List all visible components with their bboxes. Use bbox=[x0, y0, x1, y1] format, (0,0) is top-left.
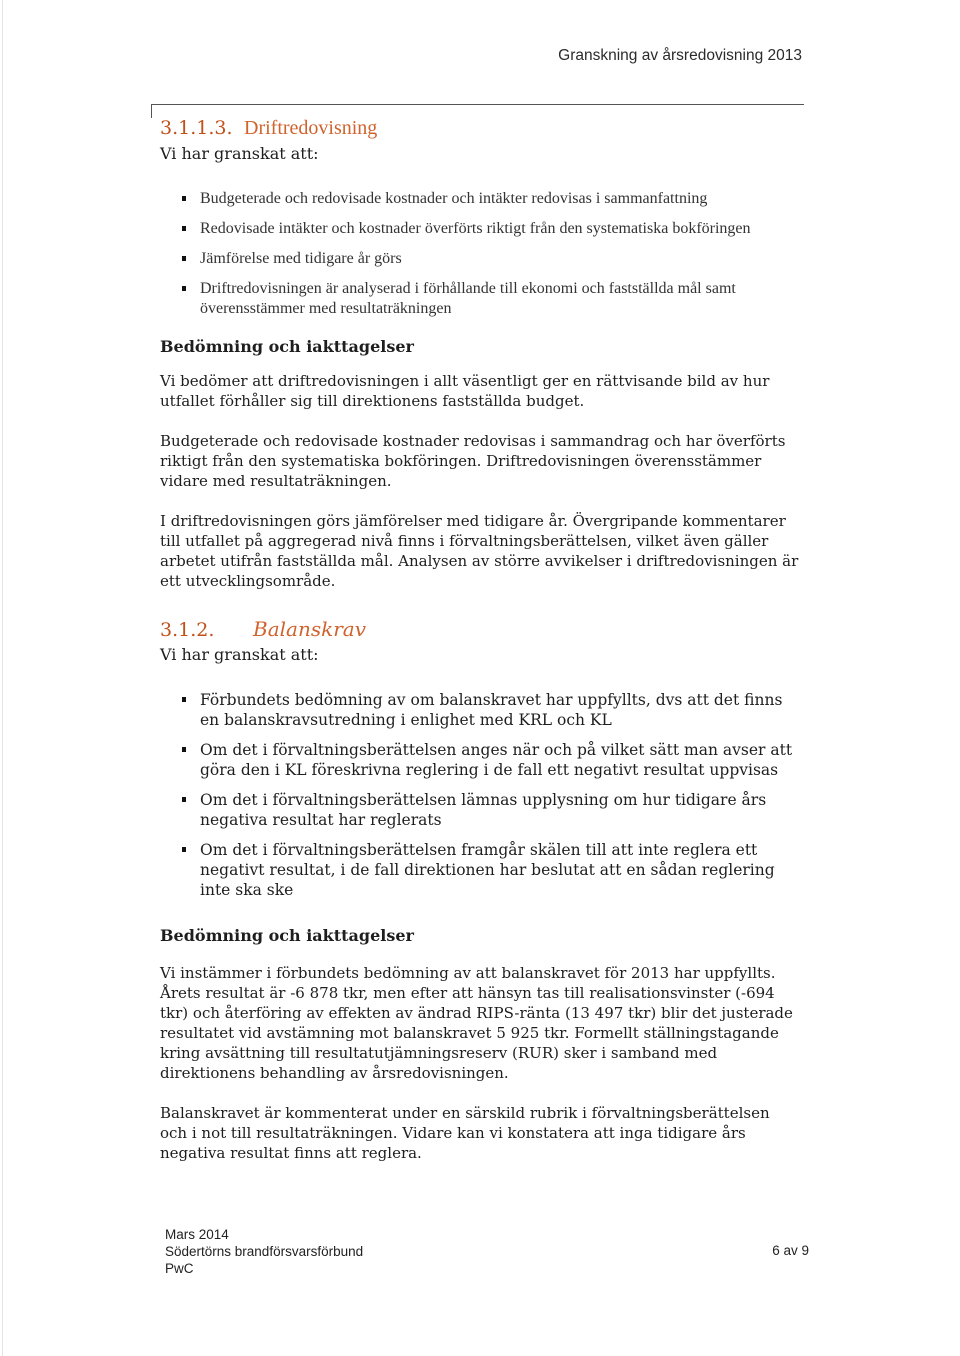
paragraph: Balanskravet är kommenterat under en särskild rubrik i förvaltningsberättelsen och i not till resultaträkningen. Vidare kan vi konstatera att inga tidigare års negativa resultat finns att reglera. bbox=[160, 1104, 770, 1162]
assessment-heading: Bedömning och iakttagelser bbox=[160, 337, 414, 356]
page-number: 6 av 9 bbox=[772, 1243, 809, 1258]
section-title: Driftredovisning bbox=[244, 117, 378, 139]
bullet-icon bbox=[182, 286, 186, 291]
header-rule-tick bbox=[151, 104, 152, 118]
bullet-icon bbox=[182, 256, 186, 261]
list-item bbox=[160, 740, 800, 780]
running-header: Granskning av årsredovisning 2013 bbox=[558, 47, 802, 64]
page-edge bbox=[2, 0, 3, 1356]
footer-organization: Södertörns brandförsvarsförbund bbox=[165, 1244, 364, 1259]
review-list-driftredovisning bbox=[160, 189, 800, 319]
list-item bbox=[160, 279, 800, 319]
bullet-icon bbox=[182, 196, 186, 201]
list-item-text: Om det i förvaltningsberättelsen lämnas upplysning om hur tidigare års negativa resultat har reglerats bbox=[200, 791, 767, 829]
list-item-text: Om det i förvaltningsberättelsen framgår skälen till att inte reglera ett negativt resultat, i de fall direktionen har beslutat att en sådan reglering inte ska ske bbox=[200, 841, 775, 899]
section-intro: Vi har granskat att: bbox=[160, 645, 319, 664]
list-item bbox=[160, 249, 800, 269]
document-body bbox=[160, 117, 800, 1163]
paragraph: Vi bedömer att driftredovisningen i allt väsentligt ger en rättvisande bild av hur utfallet förhåller sig till direktionens fastställda budget. bbox=[160, 372, 770, 410]
section-number: 3.1.2. bbox=[160, 619, 215, 641]
section-number: 3.1.1.3. bbox=[160, 117, 233, 139]
footer-date: Mars 2014 bbox=[165, 1227, 229, 1242]
list-item bbox=[160, 790, 800, 830]
paragraph: I driftredovisningen görs jämförelser med tidigare år. Övergripande kommentarer till utfallet på aggregerad nivå finns i förvaltningsberättelsen, vilket även gäller arbetet utifrån fastställda mål. Analysen av större avvikelser i driftredovisningen är ett utvecklingsområde. bbox=[160, 512, 799, 590]
review-list-balanskrav bbox=[160, 690, 800, 900]
list-item bbox=[160, 189, 800, 209]
bullet-icon bbox=[182, 697, 186, 702]
section-intro: Vi har granskat att: bbox=[160, 144, 319, 163]
bullet-icon bbox=[182, 226, 186, 231]
section-heading-balanskrav bbox=[160, 617, 800, 641]
list-item-text: Jämförelse med tidigare år görs bbox=[200, 250, 402, 267]
list-item bbox=[160, 840, 800, 900]
footer-company: PwC bbox=[165, 1261, 194, 1276]
bullet-icon bbox=[182, 797, 186, 802]
footer bbox=[165, 1226, 363, 1277]
list-item bbox=[160, 219, 800, 239]
section-title: Balanskrav bbox=[253, 617, 366, 641]
paragraph: Vi instämmer i förbundets bedömning av att balanskravet för 2013 har uppfyllts. Årets resultat är -6 878 tkr, men efter att hänsyn tas till realisationsvinster (-694 tkr) och återföring av effekten av ändrad RIPS-ränta (13 497 tkr) blir det justerade resultatet vid avstämning mot balanskravet 5 925 tkr. Formellt ställningstagande kring avsättning till resultatutjämningsreserv (RUR) sker i samband med direktionens behandling av årsredovisningen. bbox=[160, 964, 793, 1082]
list-item-text: Budgeterade och redovisade kostnader och intäkter redovisas i sammanfattning bbox=[200, 190, 708, 207]
list-item-text: Driftredovisningen är analyserad i förhållande till ekonomi och fastställda mål samt överensstämmer med resultaträkningen bbox=[200, 280, 736, 317]
paragraph: Budgeterade och redovisade kostnader redovisas i sammandrag och har överförts riktigt från den systematiska bokföringen. Driftredovisningen överensstämmer vidare med resultaträkningen. bbox=[160, 432, 786, 490]
header-rule bbox=[151, 104, 804, 105]
bullet-icon bbox=[182, 847, 186, 852]
bullet-icon bbox=[182, 747, 186, 752]
list-item-text: Förbundets bedömning av om balanskravet har uppfyllts, dvs att det finns en balanskravsutredning i enlighet med KRL och KL bbox=[200, 691, 783, 729]
assessment-heading: Bedömning och iakttagelser bbox=[160, 926, 414, 945]
list-item-text: Om det i förvaltningsberättelsen anges när och på vilket sätt man avser att göra den i KL föreskrivna reglering i de fall ett negativt resultat uppvisas bbox=[200, 741, 793, 779]
list-item bbox=[160, 690, 800, 730]
list-item-text: Redovisade intäkter och kostnader överförts riktigt från den systematiska bokföringen bbox=[200, 220, 751, 237]
section-heading-driftredovisning bbox=[160, 117, 800, 140]
